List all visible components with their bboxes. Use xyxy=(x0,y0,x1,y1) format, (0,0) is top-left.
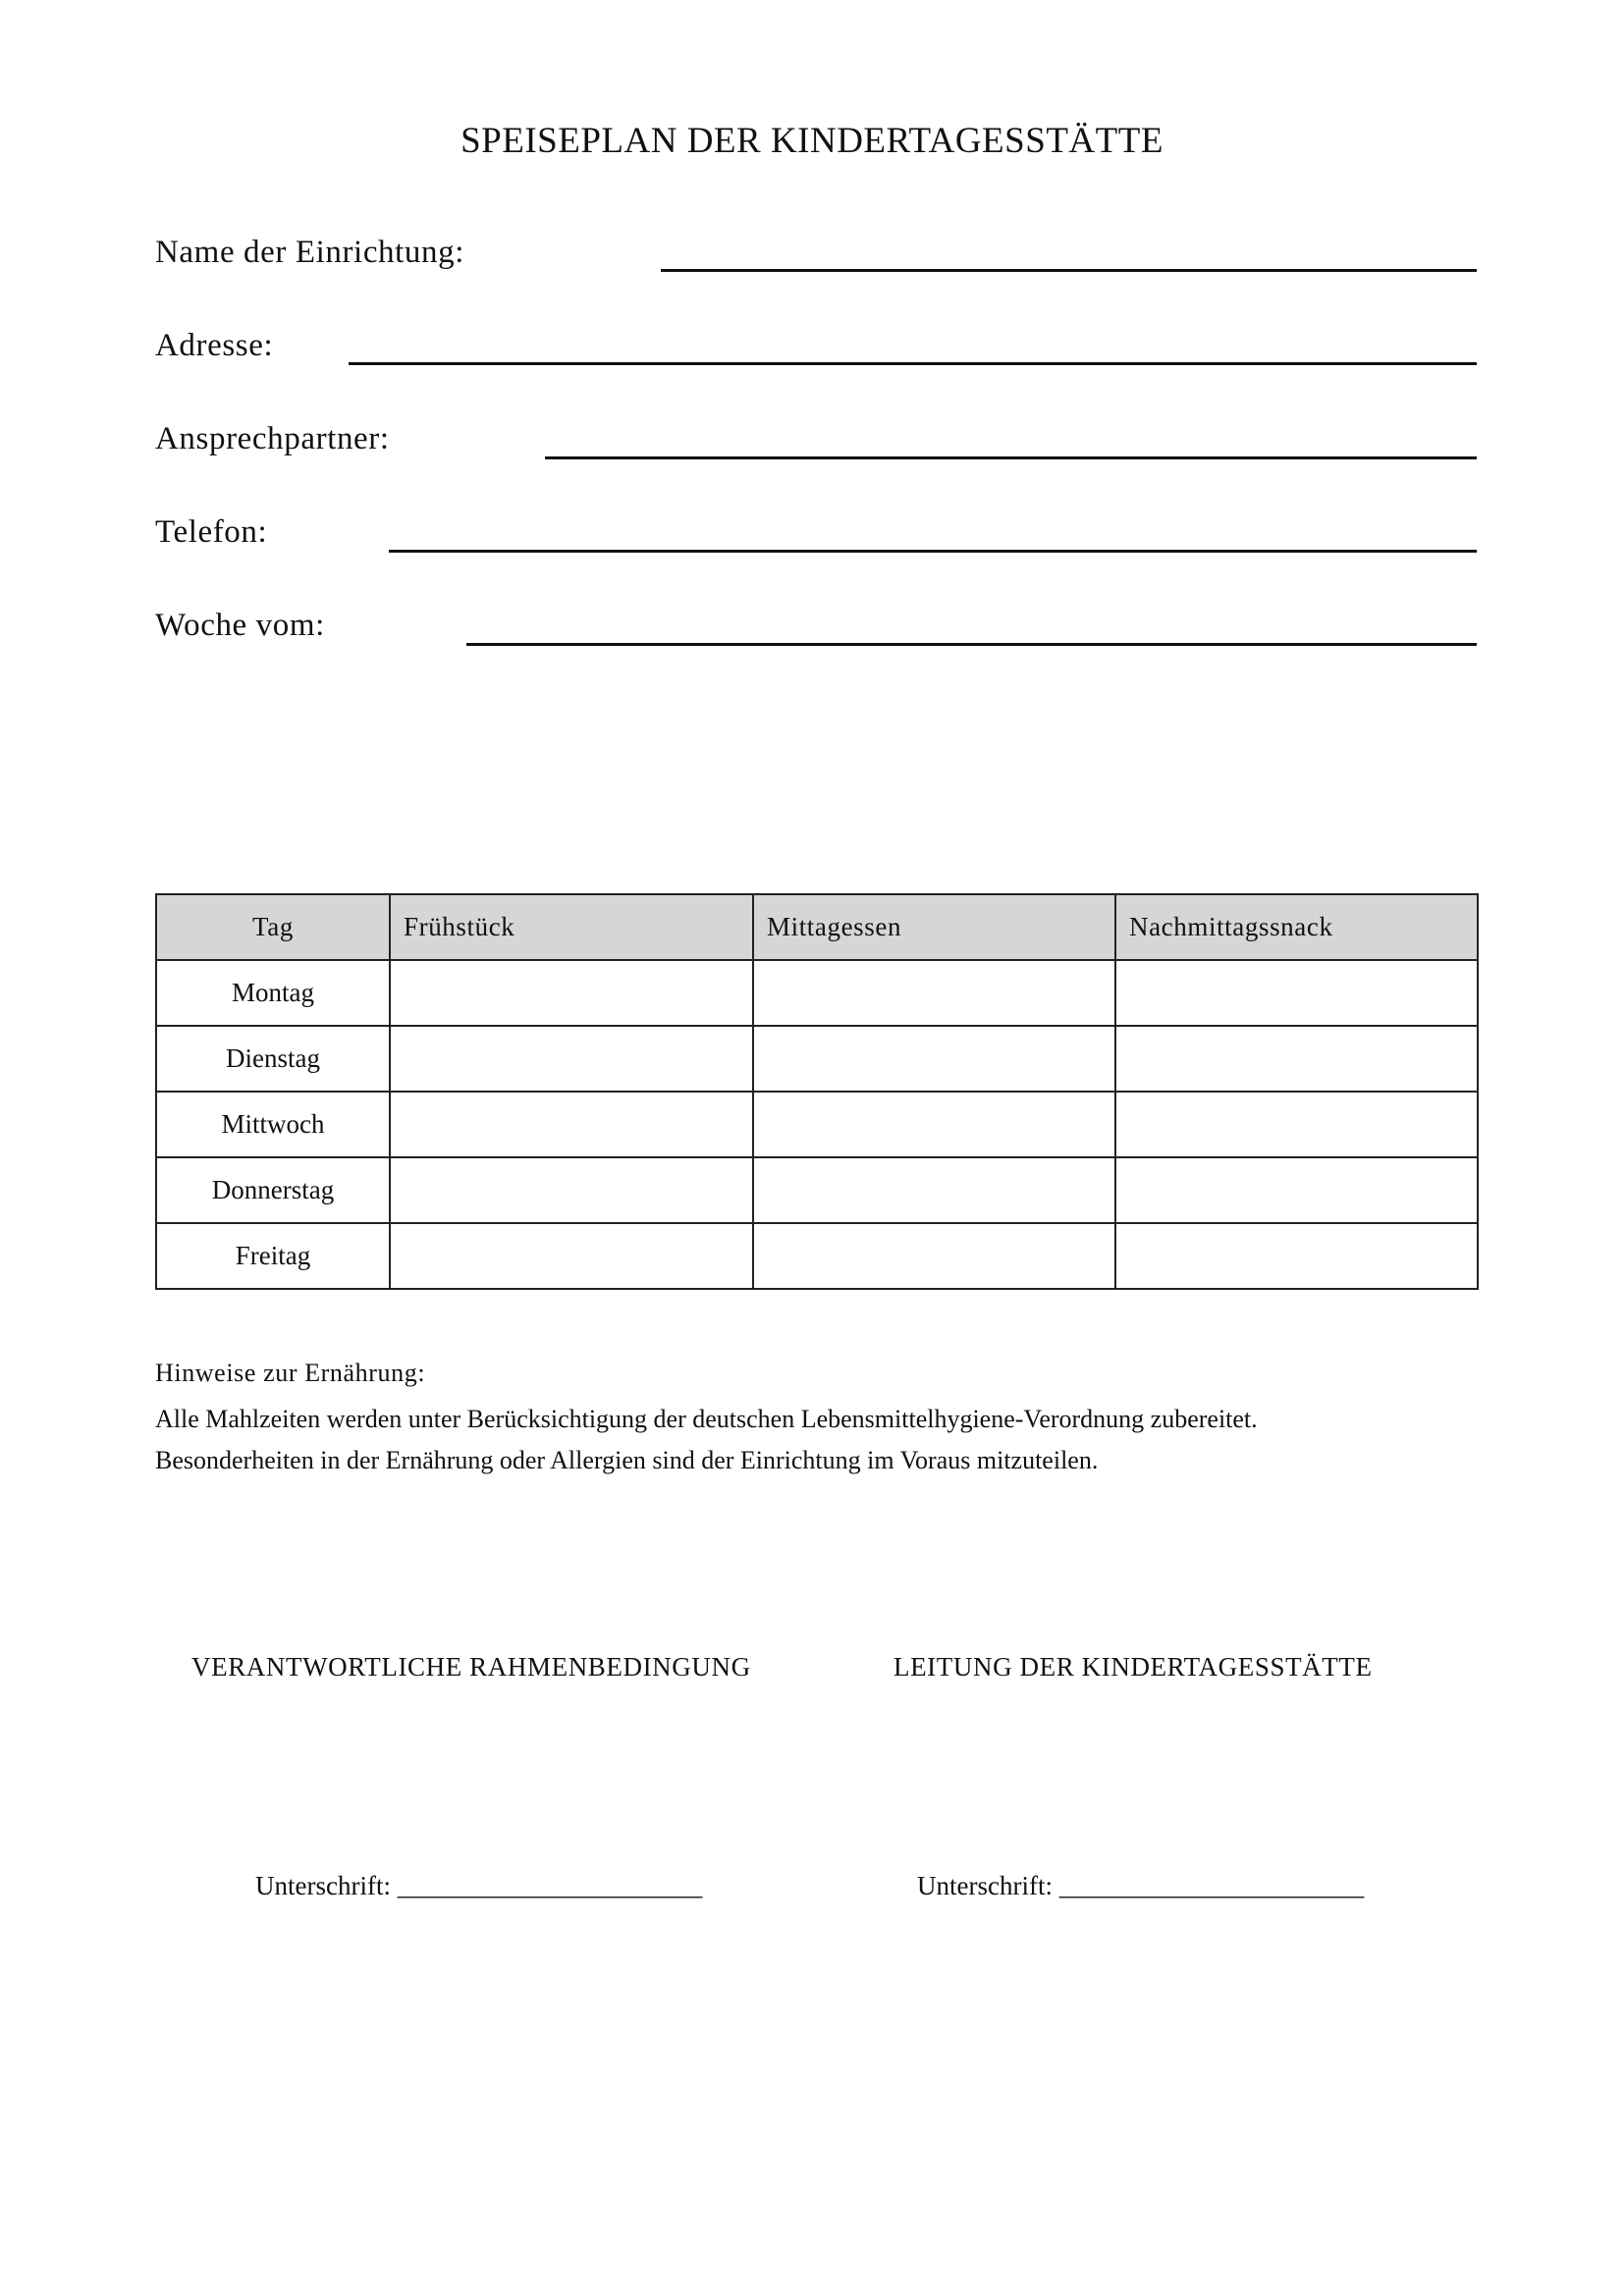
day-cell: Montag xyxy=(156,960,390,1026)
table-row xyxy=(156,1223,1478,1289)
mittagessen-cell[interactable] xyxy=(753,1026,1115,1092)
woche-label: Woche vom: xyxy=(155,608,325,643)
table-row xyxy=(156,1092,1478,1157)
signature-heading-right: LEITUNG DER KINDERTAGESSTÄTTE xyxy=(893,1652,1373,1682)
nachmittagssnack-cell[interactable] xyxy=(1115,1092,1478,1157)
notes-text-line-2: Besonderheiten in der Ernährung oder Allergien sind der Einrichtung im Voraus mitzuteilen. xyxy=(155,1446,1099,1474)
table-row xyxy=(156,960,1478,1026)
fruehstueck-cell[interactable] xyxy=(390,1092,753,1157)
einrichtung-input-line[interactable] xyxy=(661,269,1477,272)
day-cell: Mittwoch xyxy=(156,1092,390,1157)
adresse-input-line[interactable] xyxy=(349,362,1477,365)
notes-heading: Hinweise zur Ernährung: xyxy=(155,1359,426,1387)
nachmittagssnack-cell[interactable] xyxy=(1115,960,1478,1026)
mittagessen-cell[interactable] xyxy=(753,960,1115,1026)
einrichtung-label: Name der Einrichtung: xyxy=(155,235,464,270)
notes-text-line-1: Alle Mahlzeiten werden unter Berücksichtigung der deutschen Lebensmittelhygiene-Verordnung zubereitet. xyxy=(155,1405,1258,1433)
day-cell: Dienstag xyxy=(156,1026,390,1092)
meal-plan-table xyxy=(155,893,1479,1290)
ansprechpartner-label: Ansprechpartner: xyxy=(155,421,390,456)
fruehstueck-cell[interactable] xyxy=(390,1157,753,1223)
header-tag: Tag xyxy=(156,894,390,960)
signature-line-right[interactable]: Unterschrift: _______________________ xyxy=(917,1871,1365,1900)
table-header-row xyxy=(156,894,1478,960)
fruehstueck-cell[interactable] xyxy=(390,1223,753,1289)
nachmittagssnack-cell[interactable] xyxy=(1115,1223,1478,1289)
header-nachmittagssnack: Nachmittagssnack xyxy=(1115,894,1478,960)
table-row xyxy=(156,1026,1478,1092)
mittagessen-cell[interactable] xyxy=(753,1092,1115,1157)
signature-line-left[interactable]: Unterschrift: _______________________ xyxy=(255,1871,703,1900)
ansprechpartner-input-line[interactable] xyxy=(545,456,1477,459)
day-cell: Donnerstag xyxy=(156,1157,390,1223)
fruehstueck-cell[interactable] xyxy=(390,960,753,1026)
signature-heading-left: VERANTWORTLICHE RAHMENBEDINGUNG xyxy=(191,1652,751,1682)
fruehstueck-cell[interactable] xyxy=(390,1026,753,1092)
page-title: SPEISEPLAN DER KINDERTAGESSTÄTTE xyxy=(460,121,1164,161)
nachmittagssnack-cell[interactable] xyxy=(1115,1026,1478,1092)
mittagessen-cell[interactable] xyxy=(753,1223,1115,1289)
telefon-label: Telefon: xyxy=(155,514,268,550)
telefon-input-line[interactable] xyxy=(389,550,1477,553)
header-mittagessen: Mittagessen xyxy=(753,894,1115,960)
day-cell: Freitag xyxy=(156,1223,390,1289)
mittagessen-cell[interactable] xyxy=(753,1157,1115,1223)
woche-input-line[interactable] xyxy=(466,643,1477,646)
nachmittagssnack-cell[interactable] xyxy=(1115,1157,1478,1223)
header-fruehstueck: Frühstück xyxy=(390,894,753,960)
adresse-label: Adresse: xyxy=(155,328,274,363)
table-row xyxy=(156,1157,1478,1223)
